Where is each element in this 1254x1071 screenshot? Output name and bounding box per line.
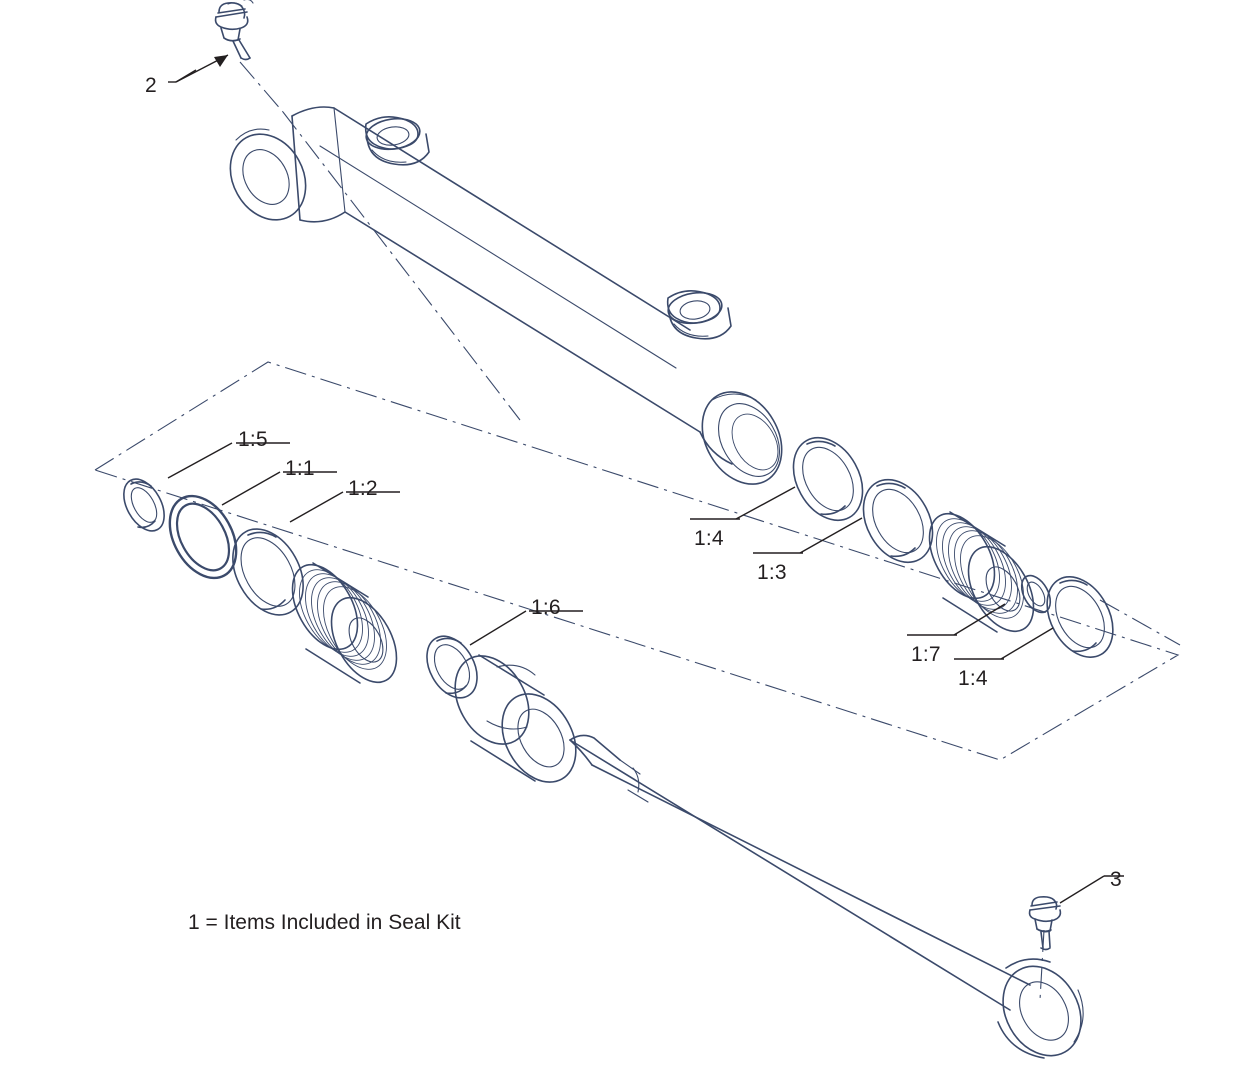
construction-lines — [95, 62, 1180, 1000]
piston-seal-b — [1034, 565, 1126, 668]
grease-fitting-bottom — [1030, 897, 1061, 950]
seal-kit-note: 1 = Items Included in Seal Kit — [188, 911, 461, 934]
callout-3: 3 — [1110, 868, 1122, 891]
callout-1-7: 1:7 — [911, 643, 941, 666]
piston-rod — [570, 735, 1030, 1010]
callout-1-6: 1:6 — [531, 596, 561, 619]
rod-seal — [850, 467, 947, 574]
grease-fitting-top — [216, 0, 253, 60]
callout-2: 2 — [145, 74, 157, 97]
callout-1-4-a: 1:4 — [694, 527, 724, 550]
callout-1-5: 1:5 — [238, 428, 268, 451]
callout-1-4-b: 1:4 — [958, 667, 988, 690]
gland-nut — [440, 643, 590, 795]
piston-gland-right — [916, 503, 1047, 643]
backup-ring — [116, 472, 173, 537]
wiper-seal — [417, 627, 487, 706]
callout-1-2: 1:2 — [348, 477, 378, 500]
piston-seal-a — [780, 425, 877, 532]
callout-1-1: 1:1 — [285, 457, 315, 480]
piston-gland-left — [279, 554, 410, 694]
small-o-ring — [1016, 571, 1056, 618]
callout-1-3: 1:3 — [757, 561, 787, 584]
cylinder-barrel — [216, 107, 798, 498]
